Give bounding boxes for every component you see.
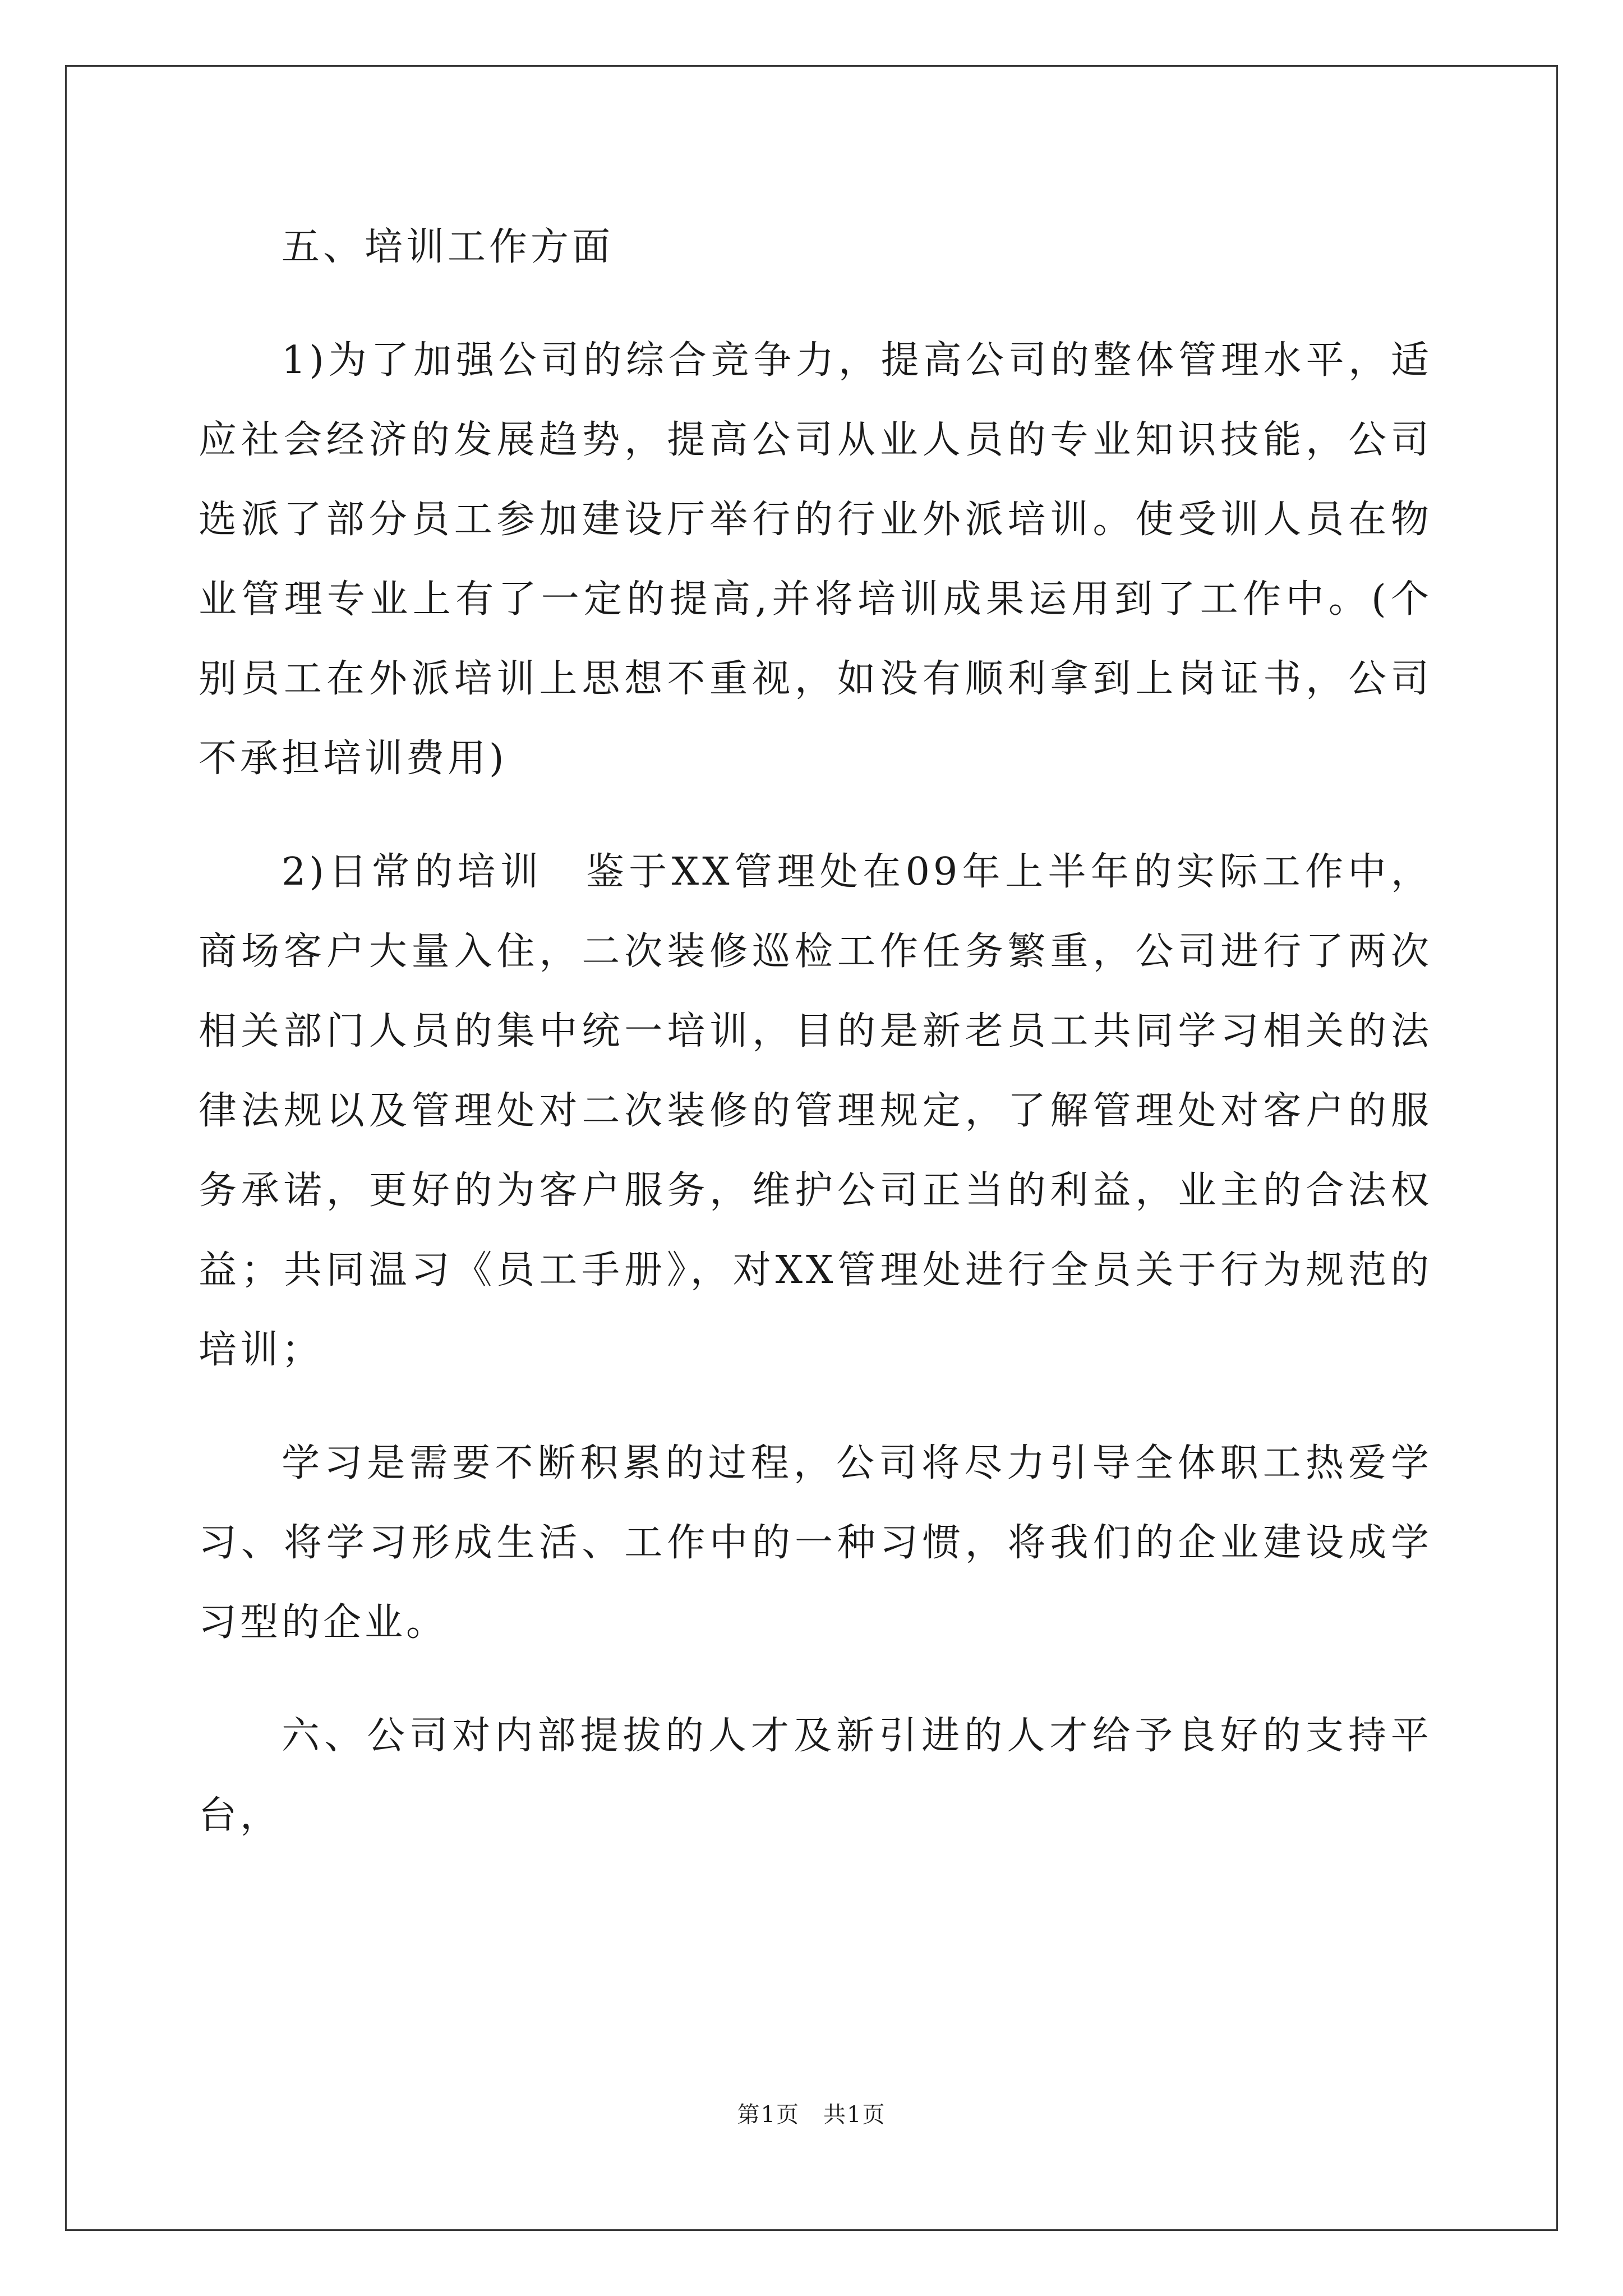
section-heading-talent: 六、公司对内部提拔的人才及新引进的人才给予良好的支持平台， [199, 1714, 1432, 1838]
page-footer: 第1页 共1页 [737, 2102, 886, 2128]
paragraph-learning: 学习是需要不断积累的过程，公司将尽力引导全体职工热爱学习、将学习形成生活、工作中的一种习惯，将我们的企业建设成学习型的企业。 [199, 1441, 1432, 1645]
paragraph-external-training: 1)为了加强公司的综合竞争力，提高公司的整体管理水平，适应社会经济的发展趋势，提高公司从业人员的专业知识技能，公司选派了部分员工参加建设厅举行的行业外派培训。使受训人员在物业管理专业上有了一定的提高,并将培训成果运用到了工作中。(个别员工在外派培训上思想不重视，如没有顺利拿到上岗证书，公司不承担培训费用) [199, 338, 1432, 781]
paragraph-daily-training: 2)日常的培训 鉴于XX管理处在09年上半年的实际工作中，商场客户大量入住，二次装修巡检工作任务繁重，公司进行了两次相关部门人员的集中统一培训，目的是新老员工共同学习相关的法律法规以及管理处对二次装修的管理规定，了解管理处对客户的服务承诺，更好的为客户服务，维护公司正当的利益，业主的合法权益；共同温习《员工手册》，对XX管理处进行全员关于行为规范的培训； [199, 850, 1432, 1372]
section-heading-training: 五、培训工作方面 [282, 225, 614, 269]
document-body [199, 208, 1432, 1889]
